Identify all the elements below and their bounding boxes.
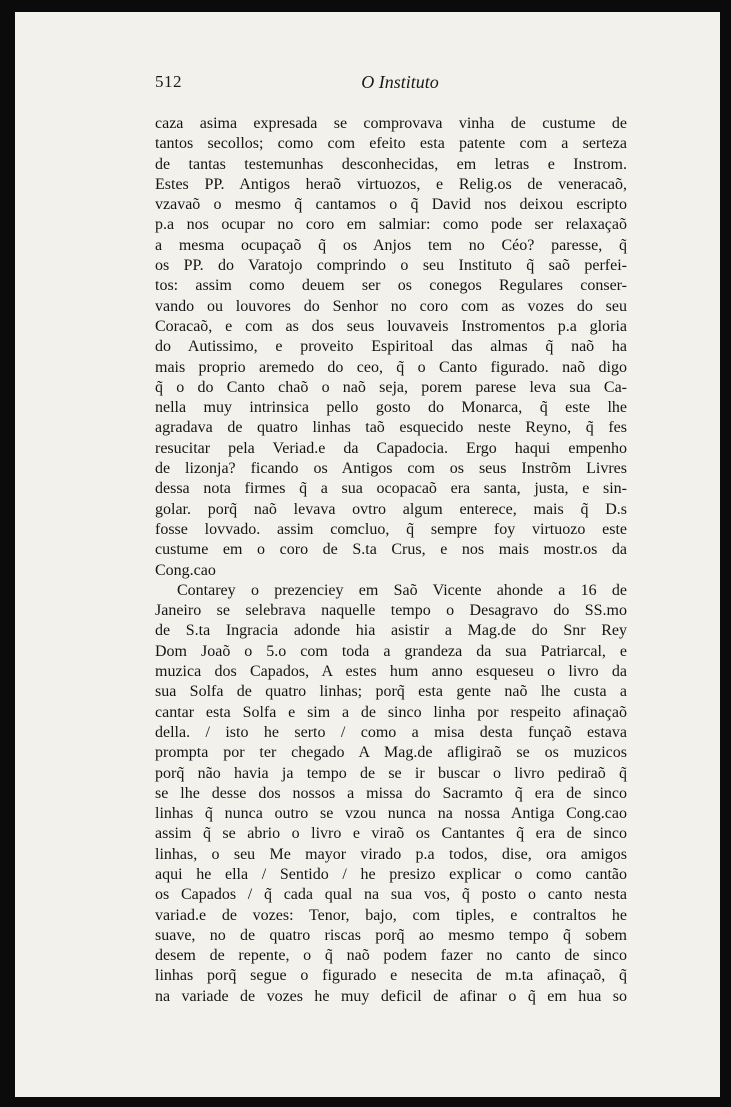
body-text: [155, 114, 627, 1007]
text-line: p.a nos ocupar no coro em salmiar: como pode ser relaxaçaõ: [155, 216, 627, 234]
text-line: golar. porq̃ naõ levava ovtro algum enterece, mais q̃ D.s: [155, 500, 627, 518]
text-line: de tantas testemunhas desconhecidas, em letras e Instrom.: [155, 155, 627, 173]
text-line: muzica dos Capados, A estes hum anno esqueseu o livro da: [155, 663, 627, 681]
text-line: suave, no de quatro riscas porq̃ ao mesmo tempo q̃ sobem: [155, 926, 627, 944]
text-line: custume em o coro de S.ta Crus, e nos mais mostr.os da: [155, 541, 627, 559]
text-line: se lhe desse dos nossos a missa do Sacramto q̃ era de sinco: [155, 784, 627, 802]
text-line: della. / isto he serto / como a misa desta funçaõ estava: [155, 723, 627, 741]
text-line: Estes PP. Antigos heraõ virtuozos, e Relig.os de veneracaõ,: [155, 175, 627, 193]
text-line: dessa nota firmes q̃ a sua ocopacaõ era santa, justa, e sin-: [155, 480, 627, 498]
paragraph-start-line: Contarey o prezenciey em Saõ Vicente ahonde a 16 de: [177, 581, 627, 599]
text-line: do Autissimo, e proveito Espiritoal das almas q̃ naõ ha: [155, 338, 627, 356]
text-line: linhas porq̃ segue o figurado e nesecita de m.ta afinaçaõ, q̃: [155, 967, 627, 985]
page-number: 512: [155, 72, 182, 91]
text-line: porq̃ não havia ja tempo de se ir buscar o livro pediraõ q̃: [155, 764, 627, 782]
text-line: vando ou louvores do Senhor no coro com as vozes do seu: [155, 297, 627, 315]
text-line: prompta por ter chegado A Mag.de afligiraõ se os muzicos: [155, 744, 627, 762]
text-line: Cong.cao: [155, 561, 216, 579]
text-line: tos: assim como deuem ser os conegos Regulares conser-: [155, 277, 627, 295]
text-line: aqui he ella / Sentido / he presizo explicar o como cantão: [155, 865, 627, 883]
text-line: os Capados / q̃ cada qual na sua vos, q̃ posto o canto nesta: [155, 886, 627, 904]
page-header: [155, 72, 645, 96]
text-line: vzavaõ o mesmo q̃ cantamos o q̃ David nos deixou escripto: [155, 196, 627, 214]
text-line: variad.e de vozes: Tenor, bajo, com tiples, e contraltos he: [155, 906, 627, 924]
running-title: O Instituto: [361, 72, 439, 92]
text-line: cantar esta Solfa e sim a de sinco linha por respeito afinaçaõ: [155, 703, 627, 721]
text-line: sua Solfa de quatro linhas; porq̃ esta gente naõ lhe custa a: [155, 683, 627, 701]
text-line: assim q̃ se abrio o livro e viraõ os Cantantes q̃ era de sinco: [155, 825, 627, 843]
text-line: linhas q̃ nunca outro se vzou nunca na nossa Antiga Cong.cao: [155, 805, 627, 823]
text-line: agradava de quatro linhas taõ esquecido neste Reyno, q̃ fes: [155, 419, 627, 437]
text-line: fosse lovvado. assim comcluo, q̃ sempre foy virtuozo este: [155, 520, 627, 538]
text-line: desem de repente, o q̃ naõ podem fazer no canto de sinco: [155, 947, 627, 965]
text-line: linhas, o seu Me mayor virado p.a todos, dise, ora amigos: [155, 845, 627, 863]
text-line: resucitar pela Veriad.e da Capadocia. Ergo haqui empenho: [155, 439, 627, 457]
text-line: Dom Joaõ o 5.o com toda a grandeza da sua Patriarcal, e: [155, 642, 627, 660]
text-line: na variade de vozes he muy deficil de afinar o q̃ em hua so: [155, 987, 627, 1005]
text-line: a mesma ocupaçaõ q̃ os Anjos tem no Céo? paresse, q̃: [155, 236, 627, 254]
text-line: os PP. do Varatojo comprindo o seu Instituto q̃ saõ perfei-: [155, 257, 627, 275]
text-line: de S.ta Ingracia adonde hia asistir a Mag.de do Snr Rey: [155, 622, 627, 640]
book-page: [15, 12, 720, 1097]
text-line: Janeiro se selebrava naquelle tempo o Desagravo do SS.mo: [155, 602, 627, 620]
text-line: Coracaõ, e com as dos seus louvaveis Instromentos p.a gloria: [155, 317, 627, 335]
text-line: de lizonja? ficando os Antigos com os seus Instrõm Livres: [155, 460, 627, 478]
text-line: tantos secollos; como com efeito esta patente com a serteza: [155, 135, 627, 153]
text-line: mais proprio aremedo do ceo, q̃ o Canto figurado. naõ digo: [155, 358, 627, 376]
text-line: nella muy intrinsica pello gosto do Monarca, q̃ este lhe: [155, 399, 627, 417]
text-line: caza asima expresada se comprovava vinha de custume de: [155, 115, 627, 132]
text-line: q̃ o do Canto chaõ o naõ seja, porem parese leva sua Ca-: [155, 378, 627, 396]
